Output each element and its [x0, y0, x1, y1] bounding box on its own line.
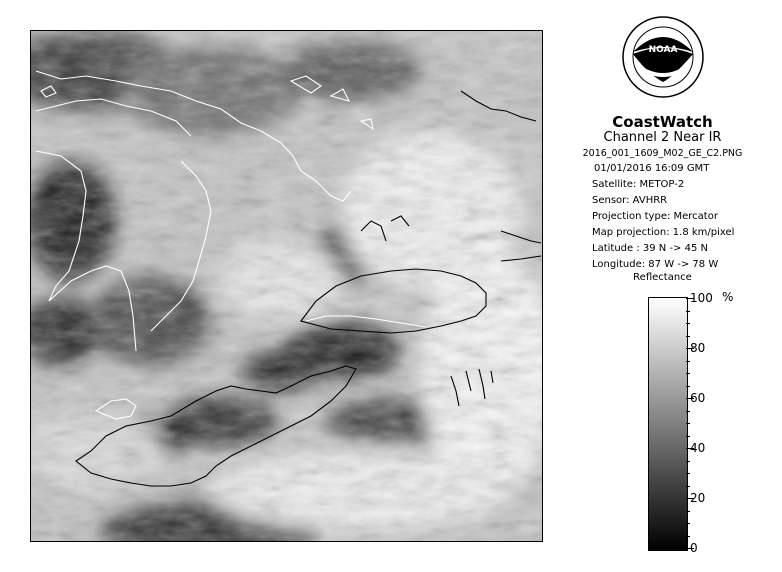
- colorbar-tick-label: 40: [690, 441, 706, 455]
- noaa-logo-icon: [618, 12, 708, 112]
- satellite-label: Satellite: METOP-2: [592, 179, 685, 190]
- longitude-range: Longitude: 87 W -> 78 W: [592, 259, 719, 270]
- sensor-label: Sensor: AVHRR: [592, 195, 668, 206]
- colorbar-tick-mark: [686, 486, 690, 487]
- colorbar-tick-mark: [686, 386, 690, 387]
- product-title: CoastWatch: [612, 113, 713, 131]
- map-projection-label: Map projection: 1.8 km/pixel: [592, 227, 735, 238]
- reflectance-colorbar: [648, 297, 688, 551]
- colorbar-tick-mark: [686, 311, 690, 312]
- colorbar-tick-mark: [686, 361, 690, 362]
- colorbar-tick-label: 20: [690, 491, 706, 505]
- colorbar-tick-mark: [686, 336, 690, 337]
- acquisition-datetime: 01/01/2016 16:09 GMT: [594, 163, 710, 174]
- colorbar-tick-label: 60: [690, 391, 706, 405]
- colorbar-title: Reflectance: [633, 272, 692, 283]
- colorbar-tick-mark: [686, 536, 690, 537]
- colorbar-tick-mark: [686, 511, 690, 512]
- colorbar-tick-mark: [686, 423, 690, 424]
- image-filename: 2016_001_1609_M02_GE_C2.PNG: [582, 148, 743, 159]
- colorbar-tick-mark: [686, 373, 690, 374]
- svg-text:NOAA: NOAA: [648, 45, 678, 55]
- colorbar-tick-label: 80: [690, 341, 706, 355]
- satellite-map: [30, 30, 543, 542]
- colorbar-tick-mark: [686, 411, 690, 412]
- colorbar-tick-label: 0: [690, 541, 698, 555]
- latitude-range: Latitude : 39 N -> 45 N: [592, 243, 708, 254]
- colorbar-tick-mark: [686, 461, 690, 462]
- colorbar-tick-mark: [686, 473, 690, 474]
- colorbar-unit: %: [722, 290, 734, 304]
- projection-type-label: Projection type: Mercator: [592, 211, 718, 222]
- colorbar-tick-mark: [686, 323, 690, 324]
- colorbar-tick-mark: [686, 523, 690, 524]
- colorbar-tick-mark: [686, 436, 690, 437]
- channel-label: Channel 2 Near IR: [603, 130, 722, 145]
- satellite-image: [31, 31, 542, 541]
- colorbar-tick-label: 100: [690, 291, 713, 305]
